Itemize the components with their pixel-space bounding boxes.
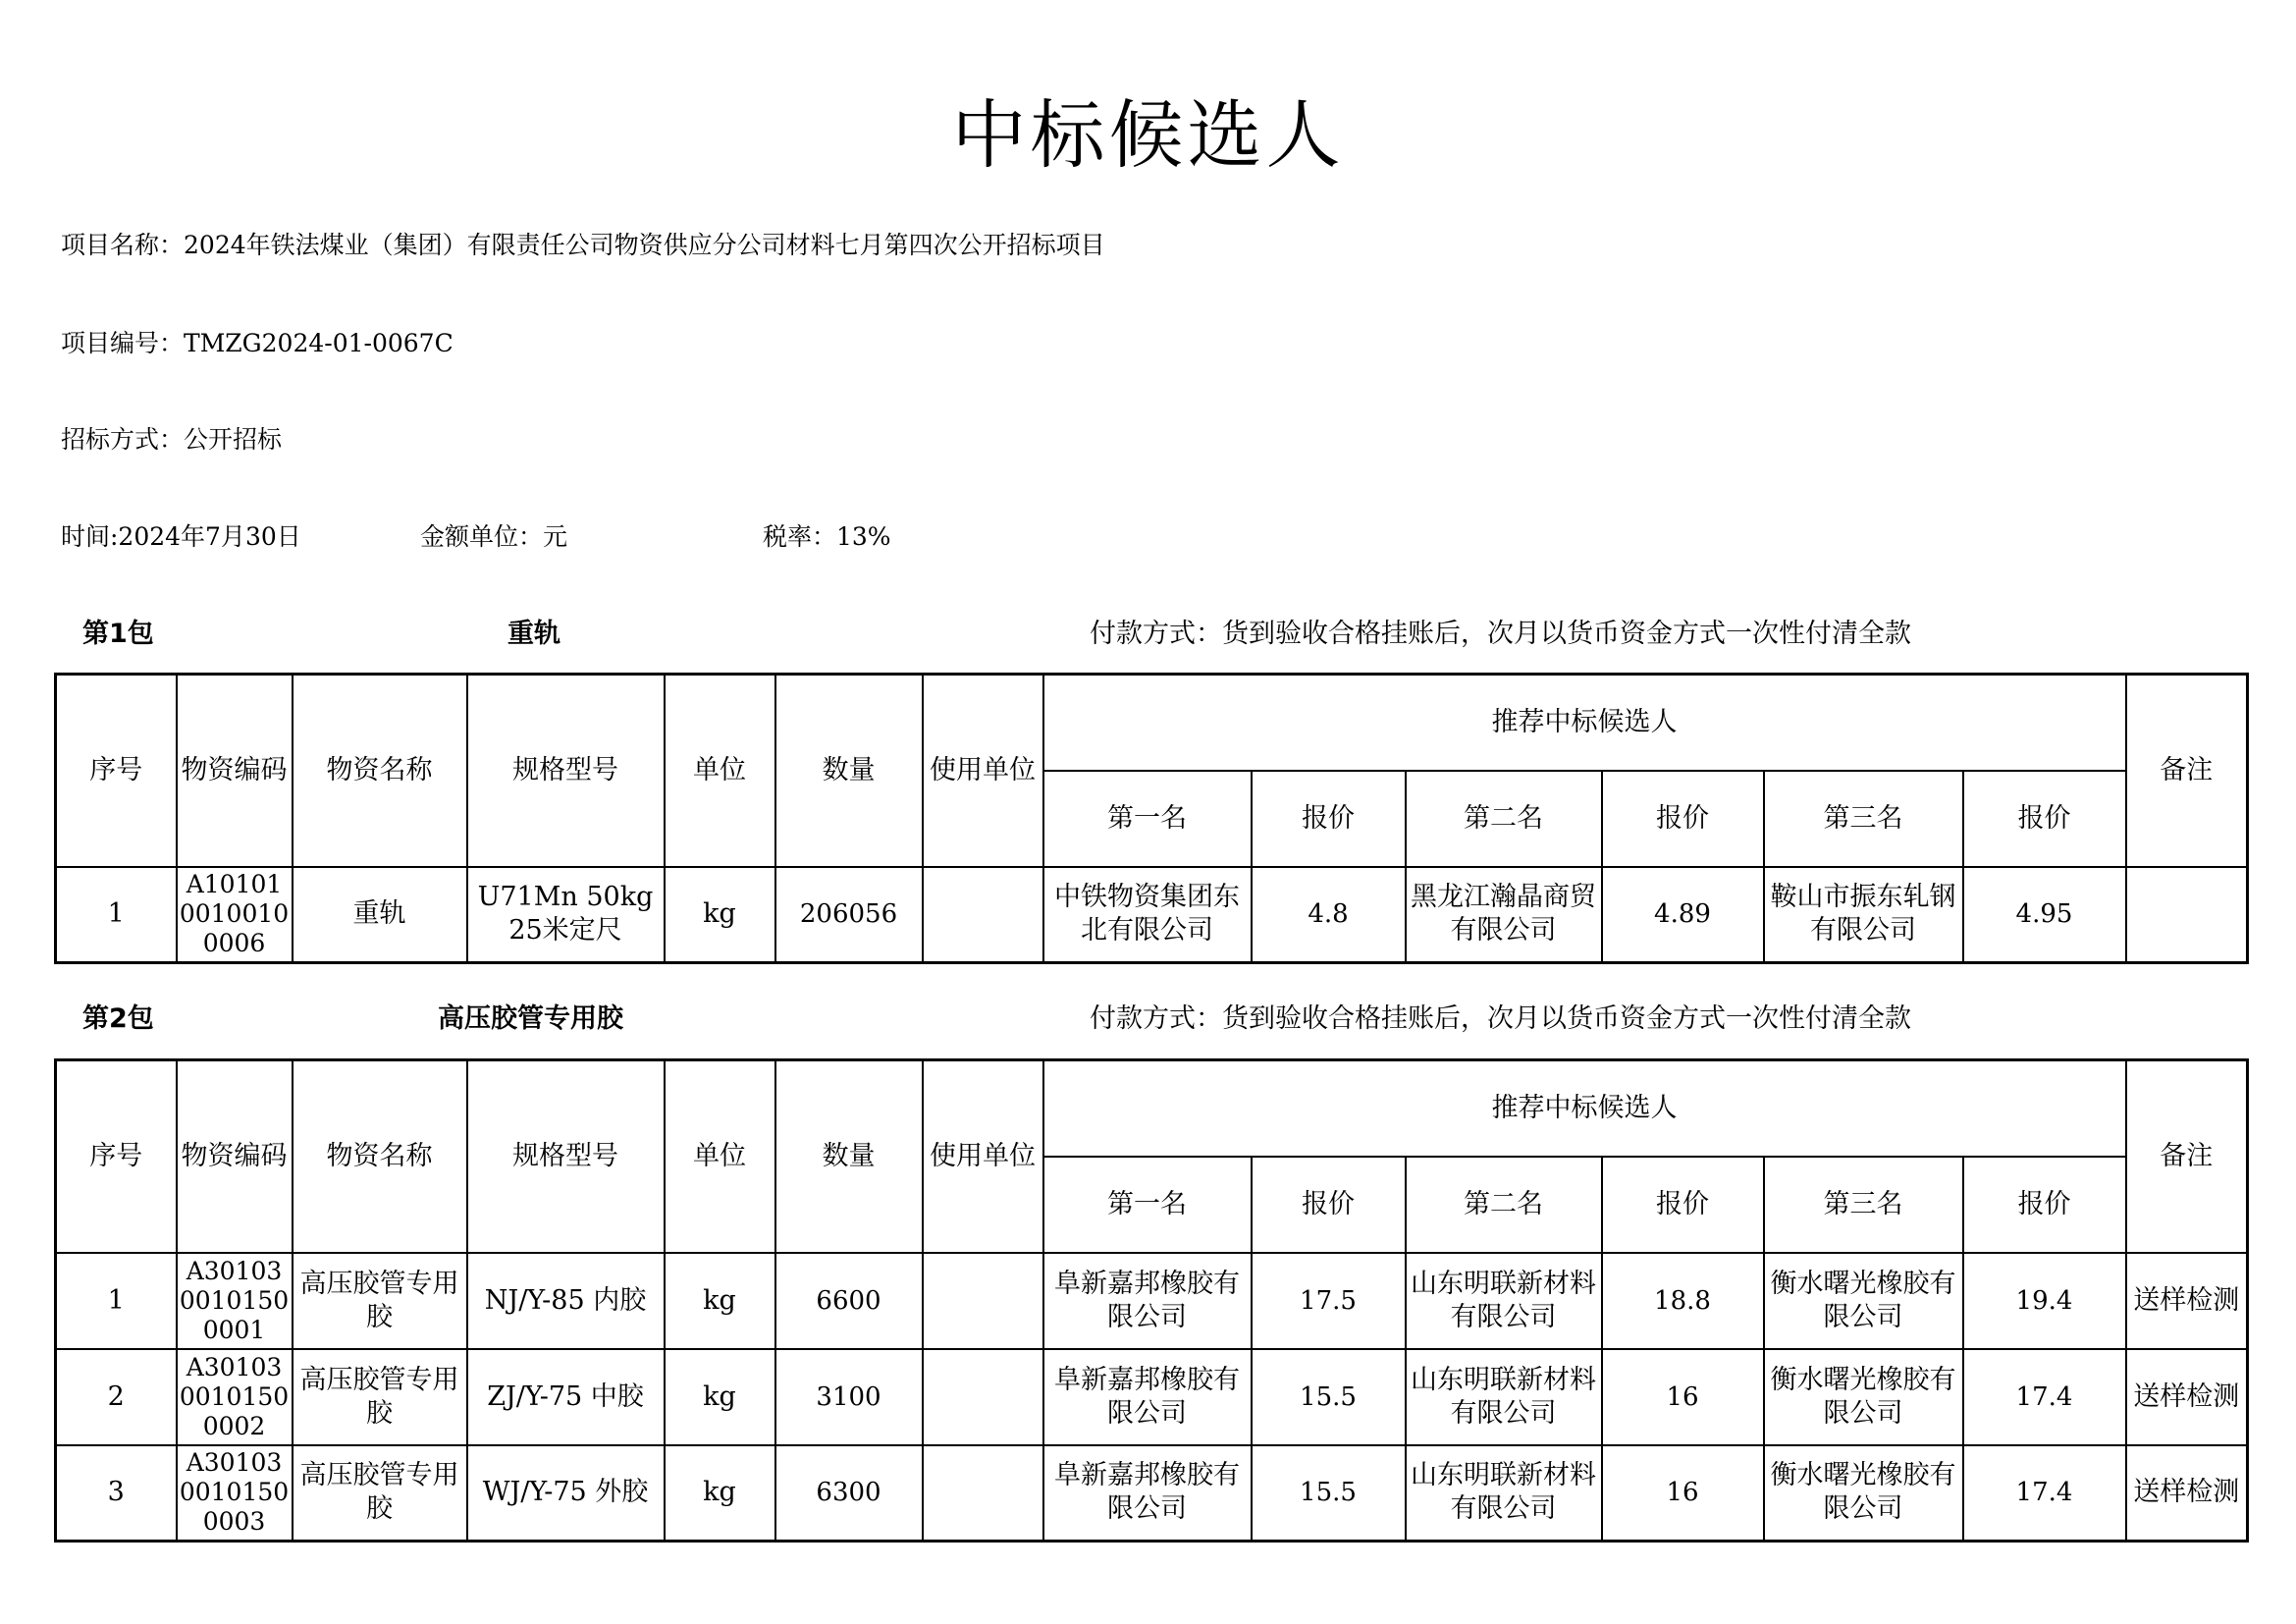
package-2-table xyxy=(54,1058,2249,1543)
header-price: 报价 xyxy=(1252,771,1406,867)
header-seq: 序号 xyxy=(56,1060,177,1253)
cell-remark: 送样检测 xyxy=(2126,1253,2248,1349)
header-unit: 单位 xyxy=(665,675,775,867)
package-1-material: 重轨 xyxy=(507,619,561,649)
cell-price-third: 17.4 xyxy=(1963,1349,2126,1445)
header-user: 使用单位 xyxy=(923,1060,1043,1253)
cell-spec: NJ/Y-85 内胶 xyxy=(467,1253,665,1349)
header-remark: 备注 xyxy=(2126,1060,2248,1253)
header-second: 第二名 xyxy=(1406,1157,1602,1253)
cell-third: 衡水曙光橡胶有限公司 xyxy=(1764,1445,1963,1542)
cell-seq: 3 xyxy=(56,1445,177,1542)
header-second: 第二名 xyxy=(1406,771,1602,867)
cell-name: 重轨 xyxy=(293,867,467,963)
cell-name: 高压胶管专用胶 xyxy=(293,1349,467,1445)
cell-third: 鞍山市振东轧钢有限公司 xyxy=(1764,867,1963,963)
cell-spec: U71Mn 50kg 25米定尺 xyxy=(467,867,665,963)
package-2-material: 高压胶管专用胶 xyxy=(438,1003,623,1034)
header-price: 报价 xyxy=(1252,1157,1406,1253)
cell-price-second: 18.8 xyxy=(1602,1253,1764,1349)
header-price: 报价 xyxy=(1963,1157,2126,1253)
header-recommend: 推荐中标候选人 xyxy=(1043,1060,2126,1157)
cell-spec: ZJ/Y-75 中胶 xyxy=(467,1349,665,1445)
header-third: 第三名 xyxy=(1764,1157,1963,1253)
cell-code: A1010100100100006 xyxy=(177,867,293,963)
header-spec: 规格型号 xyxy=(467,675,665,867)
project-code-line xyxy=(61,324,454,359)
project-code-label: 项目编号： xyxy=(61,329,185,357)
cell-price-first: 17.5 xyxy=(1252,1253,1406,1349)
cell-price-third: 19.4 xyxy=(1963,1253,2126,1349)
header-third: 第三名 xyxy=(1764,771,1963,867)
cell-second: 山东明联新材料有限公司 xyxy=(1406,1445,1602,1542)
table-row xyxy=(56,1445,2248,1542)
cell-first: 阜新嘉邦橡胶有限公司 xyxy=(1043,1253,1252,1349)
cell-unit: kg xyxy=(665,1253,775,1349)
cell-unit: kg xyxy=(665,867,775,963)
header-code: 物资编码 xyxy=(177,675,293,867)
cell-seq: 2 xyxy=(56,1349,177,1445)
header-name: 物资名称 xyxy=(293,1060,467,1253)
header-price: 报价 xyxy=(1602,1157,1764,1253)
cell-user xyxy=(923,1253,1043,1349)
cell-price-second: 16 xyxy=(1602,1445,1764,1542)
cell-price-first: 4.8 xyxy=(1252,867,1406,963)
cell-qty: 3100 xyxy=(775,1349,923,1445)
header-unit: 单位 xyxy=(665,1060,775,1253)
header-qty: 数量 xyxy=(775,675,923,867)
header-first: 第一名 xyxy=(1043,1157,1252,1253)
tender-method-value: 公开招标 xyxy=(184,425,283,454)
cell-second: 山东明联新材料有限公司 xyxy=(1406,1349,1602,1445)
header-price: 报价 xyxy=(1602,771,1764,867)
cell-user xyxy=(923,867,1043,963)
table-row xyxy=(56,867,2248,963)
cell-first: 中铁物资集团东北有限公司 xyxy=(1043,867,1252,963)
project-name-line xyxy=(61,226,1105,261)
package-2-payment: 付款方式：货到验收合格挂账后，次月以货币资金方式一次性付清全款 xyxy=(1090,1003,1911,1034)
cell-third: 衡水曙光橡胶有限公司 xyxy=(1764,1253,1963,1349)
cell-price-first: 15.5 xyxy=(1252,1349,1406,1445)
header-first: 第一名 xyxy=(1043,771,1252,867)
cell-price-third: 17.4 xyxy=(1963,1445,2126,1542)
date-text: 时间:2024年7月30日 xyxy=(61,522,301,551)
package-1-table xyxy=(54,673,2249,964)
header-seq: 序号 xyxy=(56,675,177,867)
header-user: 使用单位 xyxy=(923,675,1043,867)
cell-second: 黑龙江瀚晶商贸有限公司 xyxy=(1406,867,1602,963)
project-name-label: 项目名称： xyxy=(61,231,185,259)
cell-first: 阜新嘉邦橡胶有限公司 xyxy=(1043,1445,1252,1542)
cell-unit: kg xyxy=(665,1445,775,1542)
cell-name: 高压胶管专用胶 xyxy=(293,1253,467,1349)
cell-qty: 6300 xyxy=(775,1445,923,1542)
cell-price-second: 16 xyxy=(1602,1349,1764,1445)
cell-user xyxy=(923,1349,1043,1445)
cell-unit: kg xyxy=(665,1349,775,1445)
cell-price-first: 15.5 xyxy=(1252,1445,1406,1542)
header-spec: 规格型号 xyxy=(467,1060,665,1253)
project-code-value: TMZG2024-01-0067C xyxy=(184,329,454,357)
header-remark: 备注 xyxy=(2126,675,2248,867)
package-2-label: 第2包 xyxy=(82,1003,154,1034)
cell-code: A3010300101500001 xyxy=(177,1253,293,1349)
cell-remark: 送样检测 xyxy=(2126,1349,2248,1445)
cell-code: A3010300101500002 xyxy=(177,1349,293,1445)
cell-code: A3010300101500003 xyxy=(177,1445,293,1542)
cell-user xyxy=(923,1445,1043,1542)
cell-qty: 6600 xyxy=(775,1253,923,1349)
cell-remark: 送样检测 xyxy=(2126,1445,2248,1542)
header-code: 物资编码 xyxy=(177,1060,293,1253)
table-row xyxy=(56,1253,2248,1349)
package-1-payment: 付款方式：货到验收合格挂账后，次月以货币资金方式一次性付清全款 xyxy=(1090,619,1911,649)
cell-price-second: 4.89 xyxy=(1602,867,1764,963)
page-title: 中标候选人 xyxy=(951,91,1345,179)
cell-price-third: 4.95 xyxy=(1963,867,2126,963)
cell-name: 高压胶管专用胶 xyxy=(293,1445,467,1542)
cell-third: 衡水曙光橡胶有限公司 xyxy=(1764,1349,1963,1445)
cell-remark xyxy=(2126,867,2248,963)
cell-seq: 1 xyxy=(56,1253,177,1349)
cell-seq: 1 xyxy=(56,867,177,963)
header-qty: 数量 xyxy=(775,1060,923,1253)
tender-method-line xyxy=(61,420,282,456)
cell-qty: 206056 xyxy=(775,867,923,963)
cell-second: 山东明联新材料有限公司 xyxy=(1406,1253,1602,1349)
project-name-value: 2024年铁法煤业（集团）有限责任公司物资供应分公司材料七月第四次公开招标项目 xyxy=(184,231,1105,259)
package-1-label: 第1包 xyxy=(82,619,154,649)
header-recommend: 推荐中标候选人 xyxy=(1043,675,2126,771)
header-name: 物资名称 xyxy=(293,675,467,867)
currency-unit-text: 金额单位：元 xyxy=(420,522,568,551)
cell-first: 阜新嘉邦橡胶有限公司 xyxy=(1043,1349,1252,1445)
tax-rate-text: 税率：13% xyxy=(763,522,891,551)
cell-spec: WJ/Y-75 外胶 xyxy=(467,1445,665,1542)
table-row xyxy=(56,1349,2248,1445)
header-price: 报价 xyxy=(1963,771,2126,867)
tender-method-label: 招标方式： xyxy=(61,425,185,454)
